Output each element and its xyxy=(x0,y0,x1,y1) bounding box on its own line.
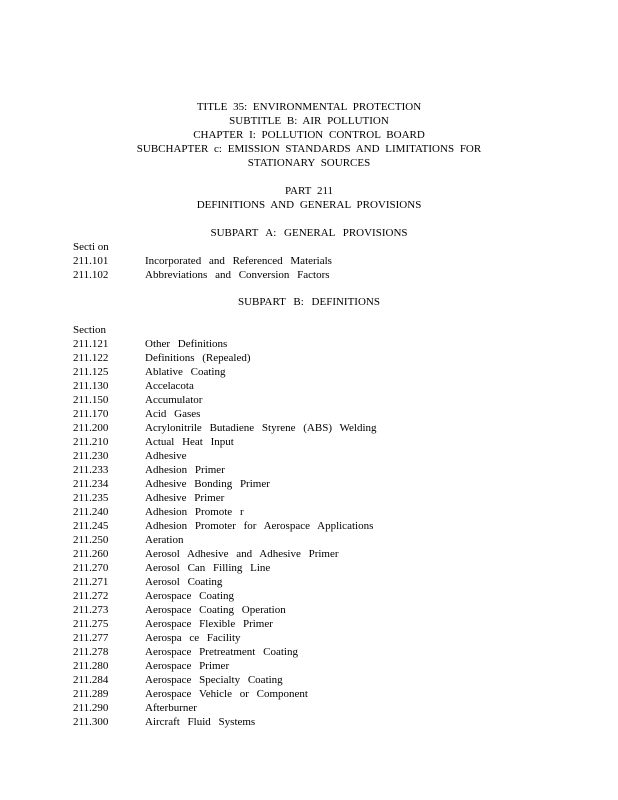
list-item xyxy=(73,505,573,519)
section-number: 211.300 xyxy=(73,716,109,728)
section-number: 211.272 xyxy=(73,590,109,602)
list-item xyxy=(73,435,573,449)
section-number: 211.233 xyxy=(73,464,109,476)
subtitle-line: SUBTITLE B: AIR POLLUTION xyxy=(229,115,389,127)
part-number: PART 211 xyxy=(284,185,334,197)
section-title: Aeration xyxy=(145,534,184,546)
section-number: 211.273 xyxy=(73,604,109,616)
section-number: 211.122 xyxy=(73,352,109,364)
title-line: TITLE 35: ENVIRONMENTAL PROTECTION xyxy=(196,101,422,113)
section-number: 211.260 xyxy=(73,548,109,560)
list-item xyxy=(73,477,573,491)
section-title: Abbreviations and Conversion Factors xyxy=(145,269,330,281)
list-item xyxy=(73,715,573,729)
section-title: Aerosol Coating xyxy=(145,576,223,588)
section-title: Accumulator xyxy=(145,394,203,406)
list-item xyxy=(73,673,573,687)
list-item xyxy=(73,337,573,351)
section-title: Aerospace Primer xyxy=(145,660,230,672)
chapter-line: CHAPTER I: POLLUTION CONTROL BOARD xyxy=(193,129,425,141)
section-number: 211.284 xyxy=(73,674,109,686)
list-item xyxy=(73,645,573,659)
list-item xyxy=(73,254,573,268)
section-title: Adhesive xyxy=(145,450,187,462)
section-title: Aerospace Flexible Primer xyxy=(145,618,273,630)
list-item xyxy=(73,533,573,547)
section-number: 211.250 xyxy=(73,534,109,546)
section-title: Aerospace Coating xyxy=(145,590,234,602)
section-title: Adhesion Primer xyxy=(145,464,225,476)
section-title: Aerospace Coating Operation xyxy=(145,604,286,616)
list-item xyxy=(73,463,573,477)
list-item xyxy=(73,407,573,421)
section-title: Adhesion Promote r xyxy=(145,506,244,518)
section-number: 211.280 xyxy=(73,660,109,672)
section-title: Adhesive Bonding Primer xyxy=(145,478,270,490)
list-item xyxy=(73,379,573,393)
section-title: Aerospace Pretreatment Coating xyxy=(145,646,298,658)
list-item xyxy=(73,393,573,407)
section-number: 211.121 xyxy=(73,338,109,350)
section-number: 211.200 xyxy=(73,422,109,434)
subchapter-line: SUBCHAPTER c: EMISSION STANDARDS AND LIMITATIONS FOR xyxy=(136,143,482,155)
section-number: 211.150 xyxy=(73,394,109,406)
section-title: Other Definitions xyxy=(145,338,228,350)
list-item xyxy=(73,351,573,365)
part-title: DEFINITIONS AND GENERAL PROVISIONS xyxy=(196,199,422,211)
section-title: Acrylonitrile Butadiene Styrene (ABS) Welding xyxy=(145,422,377,434)
section-title: Adhesion Promoter for Aerospace Applications xyxy=(145,520,374,532)
section-number: 211.102 xyxy=(73,269,109,281)
section-number: 211.230 xyxy=(73,450,109,462)
section-title: Incorporated and Referenced Materials xyxy=(145,255,332,267)
subpart-b-section-list xyxy=(73,323,573,729)
section-number: 211.270 xyxy=(73,562,109,574)
section-number: 211.245 xyxy=(73,520,109,532)
document-header xyxy=(0,100,618,212)
section-number: 211.125 xyxy=(73,366,109,378)
section-number: 211.234 xyxy=(73,478,109,490)
section-number: 211.271 xyxy=(73,576,109,588)
list-item xyxy=(73,659,573,673)
section-title: Aerospa ce Facility xyxy=(145,632,241,644)
subpart-a-heading: SUBPART A: GENERAL PROVISIONS xyxy=(210,227,408,239)
list-item xyxy=(73,631,573,645)
section-number: 211.290 xyxy=(73,702,109,714)
section-title: Aerosol Adhesive and Adhesive Primer xyxy=(145,548,339,560)
subchapter-line-2: STATIONARY SOURCES xyxy=(247,157,371,169)
section-number: 211.235 xyxy=(73,492,109,504)
list-item xyxy=(73,617,573,631)
section-number: 211.170 xyxy=(73,408,109,420)
subpart-b-heading: SUBPART B: DEFINITIONS xyxy=(238,296,380,308)
list-item xyxy=(73,687,573,701)
section-number: 211.210 xyxy=(73,436,109,448)
list-item xyxy=(73,421,573,435)
section-column-label: Section xyxy=(73,324,106,336)
list-item xyxy=(73,547,573,561)
section-number: 211.275 xyxy=(73,618,109,630)
section-title: Acid Gases xyxy=(145,408,201,420)
list-item xyxy=(73,491,573,505)
section-title: Definitions (Repealed) xyxy=(145,352,251,364)
section-title: Accelacota xyxy=(145,380,194,392)
section-title: Aircraft Fluid Systems xyxy=(145,716,256,728)
list-item xyxy=(73,701,573,715)
section-title: Actual Heat Input xyxy=(145,436,234,448)
list-item xyxy=(73,365,573,379)
section-number: 211.278 xyxy=(73,646,109,658)
section-title: Ablative Coating xyxy=(145,366,226,378)
list-item xyxy=(73,561,573,575)
section-title: Adhesive Primer xyxy=(145,492,225,504)
subpart-a-section-list xyxy=(73,240,573,282)
list-item xyxy=(73,449,573,463)
list-item xyxy=(73,575,573,589)
section-number: 211.240 xyxy=(73,506,109,518)
section-number: 211.289 xyxy=(73,688,109,700)
list-item xyxy=(73,519,573,533)
section-column-label: Secti on xyxy=(73,241,109,253)
list-item xyxy=(73,268,573,282)
section-number: 211.130 xyxy=(73,380,109,392)
section-title: Afterburner xyxy=(145,702,197,714)
section-title: Aerospace Specialty Coating xyxy=(145,674,283,686)
section-number: 211.101 xyxy=(73,255,109,267)
section-title: Aerospace Vehicle or Component xyxy=(145,688,308,700)
section-title: Aerosol Can Filling Line xyxy=(145,562,271,574)
section-number: 211.277 xyxy=(73,632,109,644)
list-item xyxy=(73,589,573,603)
list-item xyxy=(73,603,573,617)
